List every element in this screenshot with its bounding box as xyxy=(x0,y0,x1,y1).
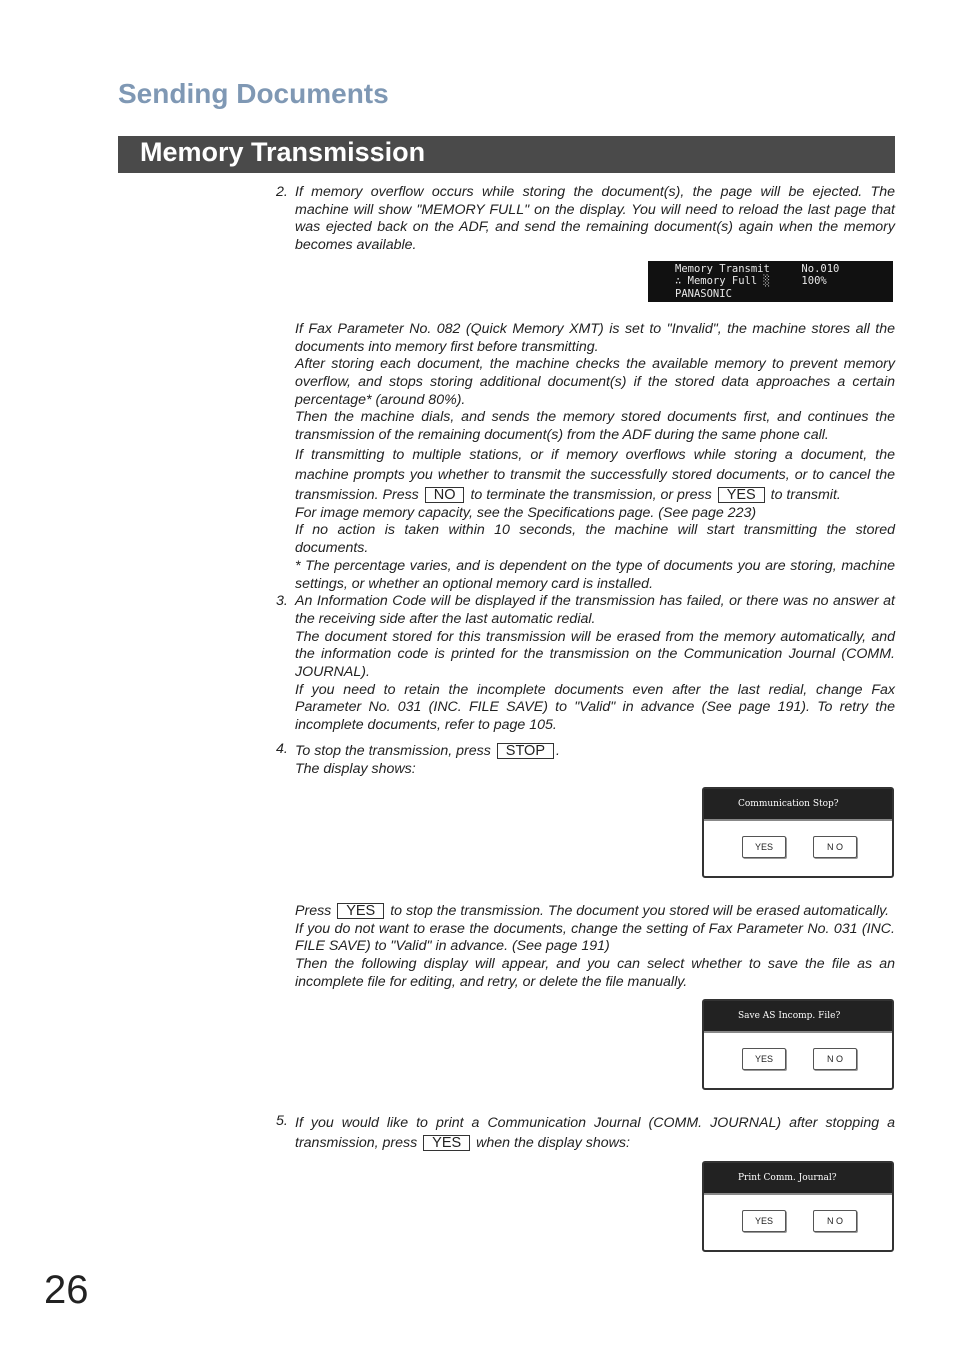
text: If you would like to print a Communication Journal (COMM. JOURNAL) after stopping a transmission, press xyxy=(295,1115,895,1152)
no-button[interactable]: N O xyxy=(813,836,857,858)
paragraph: The display shows: xyxy=(295,760,416,777)
paragraph: Then the machine dials, and sends the memory stored documents first, and continues the transmission of the remaining document(s) from the ADF during the same phone call. xyxy=(295,409,895,444)
paragraph xyxy=(295,901,895,921)
display-panel-container xyxy=(295,1161,895,1267)
display-panel-print-journal xyxy=(702,1161,894,1252)
text: to terminate the transmission, or press xyxy=(470,486,712,503)
content xyxy=(276,184,895,1275)
text: to stop the transmission. The document you stored will be erased automatically. xyxy=(390,902,890,919)
paragraph xyxy=(295,445,895,505)
panel-title: Communication Stop? xyxy=(704,789,892,821)
paragraph: * The percentage varies, and is dependent on the type of documents you are storing, machine settings, or whether an optional memory card is installed. xyxy=(295,557,895,592)
paragraph: An Information Code will be displayed if the transmission has failed, or there was no answer at the receiving side after the last automatic redial. xyxy=(295,593,895,627)
paragraph: If no action is taken within 10 seconds, the machine will start transmitting the stored documents. xyxy=(295,522,895,557)
list-item-2 xyxy=(276,184,895,593)
text: when the display shows: xyxy=(476,1135,630,1152)
no-button[interactable]: N O xyxy=(813,1210,857,1232)
display-panel-container xyxy=(295,787,895,893)
list-item-4 xyxy=(276,741,895,1106)
paragraph: If you need to retain the incomplete documents even after the last redial, change Fax Parameter No. 031 (INC. FILE SAVE) to "Valid" in advance (See page 191). To retry the incomplete documents, refer to page 105. xyxy=(295,681,895,734)
yes-key: YES xyxy=(718,487,765,503)
lcd-line-2: ∴ Memory Full ░ 100% xyxy=(675,275,827,288)
item-number: 5. xyxy=(276,1113,288,1130)
paragraph xyxy=(295,741,895,761)
display-panel-communication-stop xyxy=(702,787,894,878)
display-panel-container xyxy=(295,999,895,1105)
panel-title: Print Comm. Journal? xyxy=(704,1163,892,1195)
no-button[interactable]: N O xyxy=(813,1048,857,1070)
paragraph: For image memory capacity, see the Specifications page. (See page 223) xyxy=(295,504,757,521)
stop-key: STOP xyxy=(497,743,554,759)
paragraph: Then the following display will appear, and you can select whether to save the file as an incomplete file for editing, and retry, or delete the file manually. xyxy=(295,955,895,990)
list-item-5 xyxy=(276,1113,895,1267)
panel-title: Save AS Incomp. File? xyxy=(704,1001,892,1033)
item-number: 4. xyxy=(276,740,288,757)
lcd-display xyxy=(648,261,893,302)
lcd-line-1: Memory Transmit No.010 xyxy=(675,262,840,275)
yes-button[interactable]: YES xyxy=(742,1048,786,1070)
text: to transmit. xyxy=(770,486,841,503)
lcd-line-3: PANASONIC xyxy=(675,287,732,300)
no-key: NO xyxy=(425,487,465,503)
page-title: Memory Transmission xyxy=(140,137,426,167)
paragraph: The document stored for this transmission will be erased from the memory automatically, and the information code is printed for the transmission on the Communication Journal (COMM. JOURNAL). xyxy=(295,628,895,681)
paragraph: If Fax Parameter No. 082 (Quick Memory XMT) is set to "Invalid", the machine stores all the documents into memory first before transmitting. xyxy=(295,320,895,355)
list-item-3 xyxy=(276,593,895,735)
yes-button[interactable]: YES xyxy=(742,836,786,858)
text: . xyxy=(556,742,560,759)
yes-button[interactable]: YES xyxy=(742,1210,786,1232)
text: To stop the transmission, press xyxy=(295,742,491,759)
yes-key: YES xyxy=(423,1135,470,1151)
lcd-display-container xyxy=(295,261,895,311)
page-number: 26 xyxy=(44,1268,89,1312)
yes-key: YES xyxy=(337,903,384,919)
section-title: Sending Documents xyxy=(118,78,389,109)
paragraph xyxy=(295,1113,895,1153)
text: Press xyxy=(295,902,332,919)
paragraph: If you do not want to erase the documents, change the setting of Fax Parameter No. 031 (INC. FILE SAVE) to "Valid" in advance. (See page 191) xyxy=(295,920,895,955)
paragraph: After storing each document, the machine checks the available memory to prevent memory overflow, and stops storing additional document(s) if the stored data approaches a certain percentage* (around 80%). xyxy=(295,356,895,408)
display-panel-save-incomplete xyxy=(702,999,894,1090)
paragraph: If memory overflow occurs while storing the document(s), the page will be ejected. The machine will show "MEMORY FULL" on the display. You will need to reload the last page that was ejected back on the ADF, and send the remaining document(s) again when the memory becomes available. xyxy=(295,184,895,254)
item-number: 3. xyxy=(276,593,288,610)
text: If transmitting to multiple stations, or if memory overflows while storing a document, the machine prompts you whether to transmit the successfully stored documents, or to cancel the transmission. Press xyxy=(295,446,895,503)
item-number: 2. xyxy=(276,184,288,200)
page-title-bar xyxy=(118,136,895,173)
